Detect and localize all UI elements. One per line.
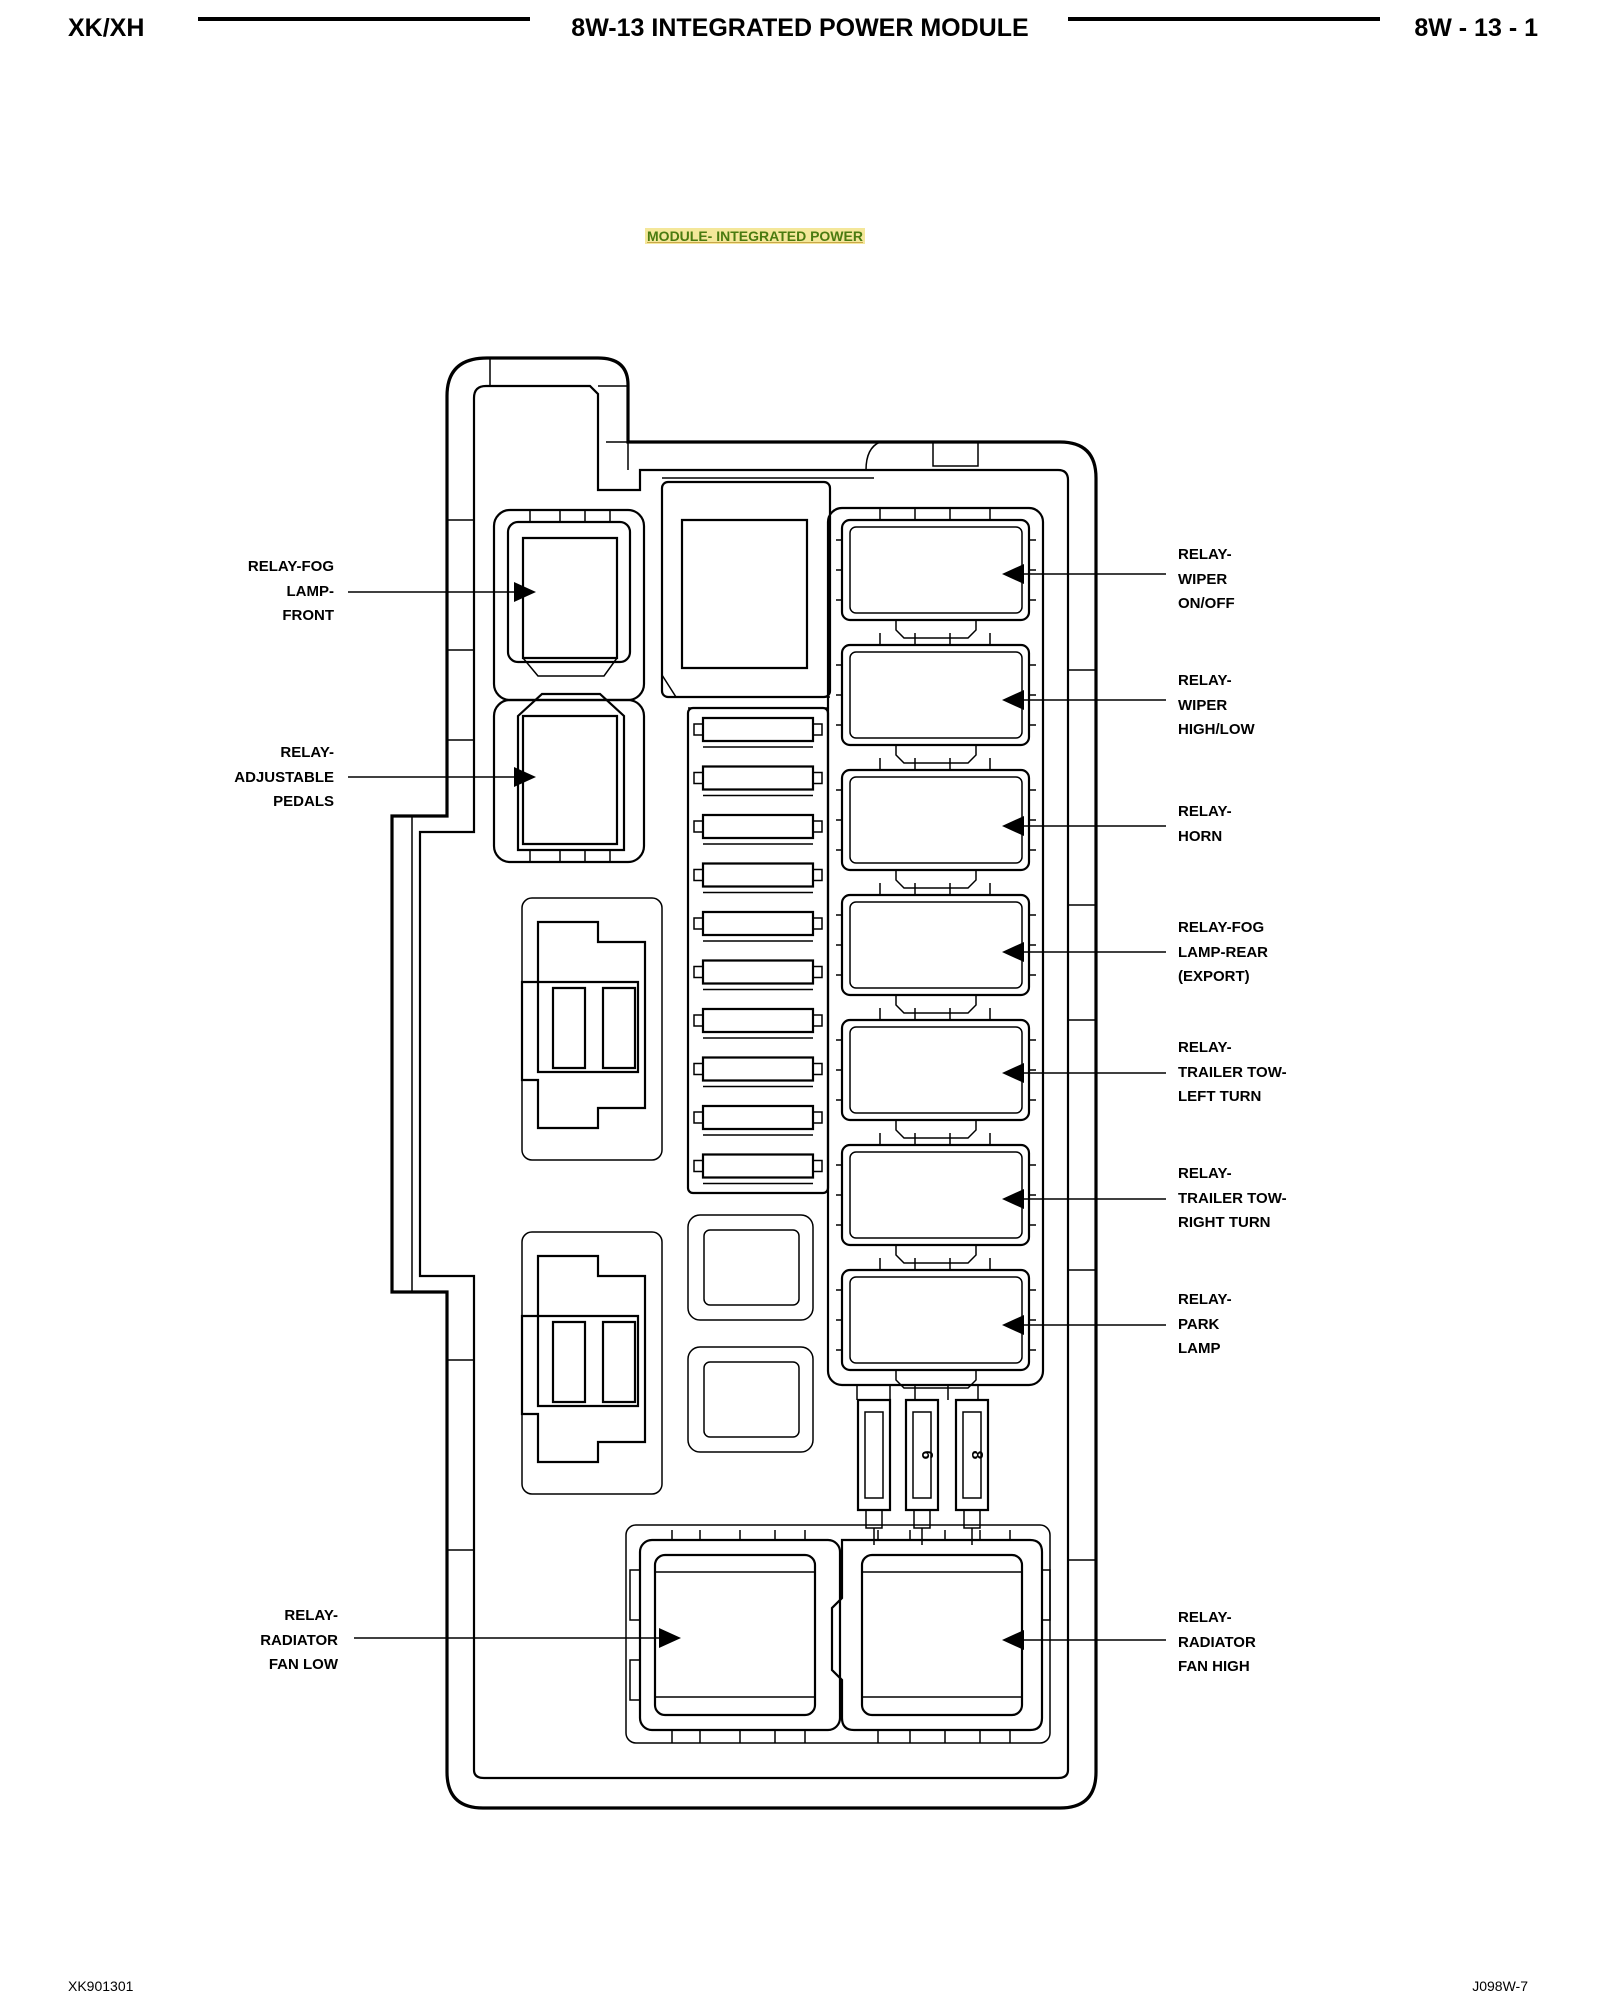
callout-line: RELAY-: [1178, 1039, 1232, 1056]
callout-line: (EXPORT): [1178, 968, 1250, 985]
callout-line: RELAY-: [284, 1607, 338, 1624]
relay-socket-right[interactable]: [836, 1258, 1036, 1388]
callout-line: RELAY-: [1178, 672, 1232, 689]
mini-fuse[interactable]: [694, 815, 822, 844]
fuse-number-8: 8: [968, 1450, 985, 1460]
mini-fuse[interactable]: [694, 1155, 822, 1184]
mini-relay-socket-2[interactable]: [688, 1347, 813, 1452]
callout-relay-radiator-fan-high[interactable]: [1178, 1606, 1256, 1680]
callout-line: FRONT: [282, 607, 334, 624]
mini-fuse[interactable]: [694, 767, 822, 796]
mini-fuse[interactable]: [694, 912, 822, 941]
callout-line: RELAY-: [280, 744, 334, 761]
module-label-text[interactable]: MODULE- INTEGRATED POWER: [647, 228, 863, 244]
callout-relay-fog-lamp-rear[interactable]: [1178, 916, 1268, 990]
callout-line: WIPER: [1178, 570, 1228, 588]
mini-fuse[interactable]: [694, 864, 822, 893]
page-number: 8W - 13 - 1: [1414, 14, 1538, 42]
callout-line: LEFT TURN: [1178, 1088, 1262, 1105]
callout-line: RELAY-FOG: [1178, 919, 1265, 936]
fuse-block[interactable]: [688, 708, 828, 1193]
callout-line: FAN LOW: [268, 1656, 338, 1673]
relay-radiator-fan-low[interactable]: [626, 1525, 1050, 1743]
callout-line: PARK: [1178, 1315, 1220, 1333]
callout-line: PEDALS: [273, 793, 334, 810]
callout-line: RELAY-: [1178, 1291, 1232, 1308]
callout-line: WIPER: [1178, 696, 1228, 714]
relay-socket-right[interactable]: [836, 633, 1036, 763]
callout-relay-horn[interactable]: [1178, 800, 1232, 849]
relay-socket-right[interactable]: [836, 758, 1036, 888]
relay-center-top[interactable]: [662, 482, 830, 697]
callout-line: ON/OFF: [1178, 595, 1235, 612]
callout-line: TRAILER TOW-: [1178, 1063, 1287, 1081]
fuse-number-6: 6: [918, 1450, 935, 1460]
callout-relay-trailer-tow-left[interactable]: [1178, 1036, 1287, 1110]
callout-line: RELAY-: [1178, 1609, 1232, 1626]
footer-ref-id: J098W-7: [1472, 1978, 1528, 1994]
callout-relay-wiper-high-low[interactable]: [1178, 669, 1255, 743]
callout-relay-wiper-on-off[interactable]: [1178, 543, 1235, 617]
callout-line: RADIATOR: [1178, 1633, 1256, 1651]
callout-line: RELAY-: [1178, 803, 1232, 820]
callout-line: LAMP-: [286, 582, 334, 600]
right-relays: [836, 508, 1036, 1388]
footer-figure-id: XK901301: [68, 1978, 134, 1994]
header-model: XK/XH: [68, 14, 145, 42]
page-title: 8W-13 INTEGRATED POWER MODULE: [571, 14, 1029, 42]
mini-fuse[interactable]: [694, 1058, 822, 1087]
callout-line: RADIATOR: [260, 1631, 338, 1649]
callout-line: HIGH/LOW: [1178, 721, 1255, 738]
callout-line: RELAY-FOG: [247, 558, 334, 575]
callout-line: RELAY-: [1178, 546, 1232, 563]
relay-socket-right[interactable]: [836, 883, 1036, 1013]
callout-line: TRAILER TOW-: [1178, 1189, 1287, 1207]
connector-upper[interactable]: [522, 898, 662, 1160]
right-relay-column[interactable]: [828, 508, 1043, 1388]
callout-line: RIGHT TURN: [1178, 1214, 1271, 1231]
mini-relay-socket-1[interactable]: [688, 1215, 813, 1320]
callout-line: LAMP-REAR: [1178, 943, 1268, 961]
callout-relay-trailer-tow-right[interactable]: [1178, 1162, 1287, 1236]
relay-fog-lamp-front[interactable]: [494, 510, 644, 700]
bottom-fuses[interactable]: [857, 1385, 988, 1545]
connector-lower[interactable]: [522, 1232, 662, 1494]
callout-line: LAMP: [1178, 1340, 1221, 1357]
callout-relay-radiator-fan-low[interactable]: [260, 1604, 338, 1678]
callout-relay-fog-lamp-front[interactable]: [248, 555, 334, 629]
mini-fuse[interactable]: [694, 718, 822, 747]
module-housing: [392, 358, 1096, 1808]
fuse-rows: [694, 718, 822, 1184]
callout-line: HORN: [1178, 827, 1223, 845]
mini-fuse[interactable]: [694, 1009, 822, 1038]
mini-fuse[interactable]: [694, 1106, 822, 1135]
callout-line: FAN HIGH: [1178, 1658, 1250, 1675]
callout-relay-park-lamp[interactable]: [1178, 1288, 1232, 1362]
callout-line: RELAY-: [1178, 1165, 1232, 1182]
callout-line: ADJUSTABLE: [234, 768, 334, 786]
mini-fuse[interactable]: [694, 961, 822, 990]
callout-relay-adjustable-pedals[interactable]: [234, 741, 334, 815]
